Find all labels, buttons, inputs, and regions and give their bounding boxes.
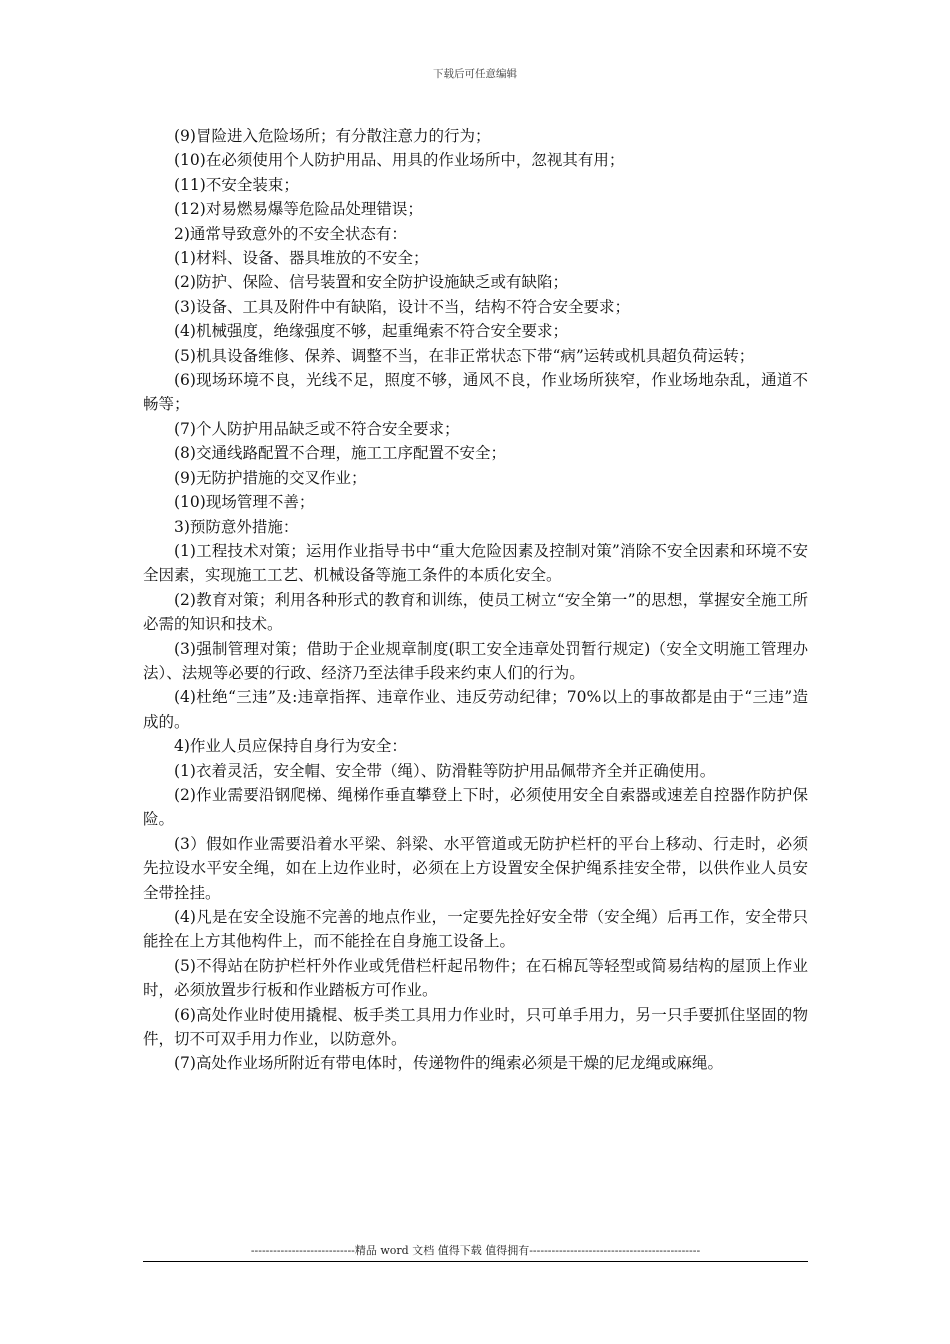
paragraph: (10)现场管理不善； (174, 493, 315, 512)
paragraph: (9)无防护措施的交叉作业； (174, 468, 367, 487)
document-body (143, 124, 808, 1076)
paragraph: (7)个人防护用品缺乏或不符合安全要求； (174, 419, 460, 438)
paragraph: (3）假如作业需要沿着水平梁、斜梁、水平管道或无防护栏杆的平台上移动、行走时，必须先拉设水平安全绳，如在上边作业时，必须在上方设置安全保护绳系挂安全带，以供作业人员安全带拴挂。 (143, 834, 808, 902)
paragraph: (4)机械强度，绝缘强度不够，起重绳索不符合安全要求； (174, 322, 568, 341)
section-heading: 4)作业人员应保持自身行为安全： (174, 737, 407, 756)
paragraph: (10)在必须使用个人防护用品、用具的作业场所中，忽视其有用； (174, 151, 625, 170)
paragraph: (2)教育对策；利用各种形式的教育和训练，使员工树立“安全第一”的思想，掌握安全施工所必需的知识和技术。 (143, 590, 808, 634)
paragraph: (3)强制管理对策；借助于企业规章制度(职工安全违章处罚暂行规定)（安全文明施工管理办法）、法规等必要的行政、经济乃至法律手段来约束人们的行为。 (143, 639, 808, 682)
paragraph: (6)现场环境不良，光线不足，照度不够，通风不良，作业场所狭窄，作业场地杂乱，通道不畅等； (143, 371, 808, 414)
paragraph: (5)机具设备维修、保养、调整不当，在非正常状态下带“病”运转或机具超负荷运转； (174, 346, 755, 365)
section-heading: 2)通常导致意外的不安全状态有： (174, 224, 407, 243)
paragraph: (3)设备、工具及附件中有缺陷，设计不当，结构不符合安全要求； (174, 297, 630, 316)
paragraph: (9)冒险进入危险场所；有分散注意力的行为； (174, 127, 491, 145)
paragraph: (4)杜绝“三违”及:违章指挥、违章作业、违反劳动纪律；70%以上的事故都是由于“三违”造成的。 (143, 688, 808, 731)
paragraph: (6)高处作业时使用撬棍、板手类工具用力作业时，只可单手用力，另一只手要抓住坚固的物件，切不可双手用力作业，以防意外。 (143, 1005, 808, 1049)
paragraph: (4)凡是在安全设施不完善的地点作业，一定要先拴好安全带（安全绳）后再工作，安全带只能拴在上方其他构件上，而不能拴在自身施工设备上。 (143, 908, 808, 951)
paragraph: (12)对易燃易爆等危险品处理错误； (174, 200, 423, 219)
section-heading: 3)预防意外措施： (174, 517, 299, 536)
paragraph: (8)交通线路配置不合理，施工工序配置不安全； (174, 444, 506, 463)
paragraph: (2)防护、保险、信号装置和安全防护设施缺乏或有缺陷； (174, 273, 568, 292)
paragraph: (1)工程技术对策；运用作业指导书中“重大危险因素及控制对策”消除不安全因素和环境不安全因素，实现施工工艺、机械设备等施工条件的本质化安全。 (143, 541, 808, 585)
paragraph: (1)材料、设备、器具堆放的不安全； (174, 249, 429, 268)
paragraph: (2)作业需要沿钢爬梯、绳梯作垂直攀登上下时，必须使用安全自索器或速差自控器作防护保险。 (143, 785, 808, 829)
page-header: 下载后可任意编辑 (433, 68, 517, 80)
paragraph: (1)衣着灵活，安全帽、安全带（绳）、防滑鞋等防护用品佩带齐全并正确使用。 (174, 761, 716, 780)
page-footer: ----------------------------精品 word 文档 值得下载 值得拥有---------------------------------------------- (143, 1242, 808, 1262)
paragraph: (7)高处作业场所附近有带电体时，传递物件的绳索必须是干燥的尼龙绳或麻绳。 (174, 1054, 723, 1073)
paragraph: (5)不得站在防护栏杆外作业或凭借栏杆起吊物件；在石棉瓦等轻型或简易结构的屋顶上作业时，必须放置步行板和作业踏板方可作业。 (143, 956, 808, 1000)
paragraph: (11)不安全装束； (174, 175, 299, 194)
